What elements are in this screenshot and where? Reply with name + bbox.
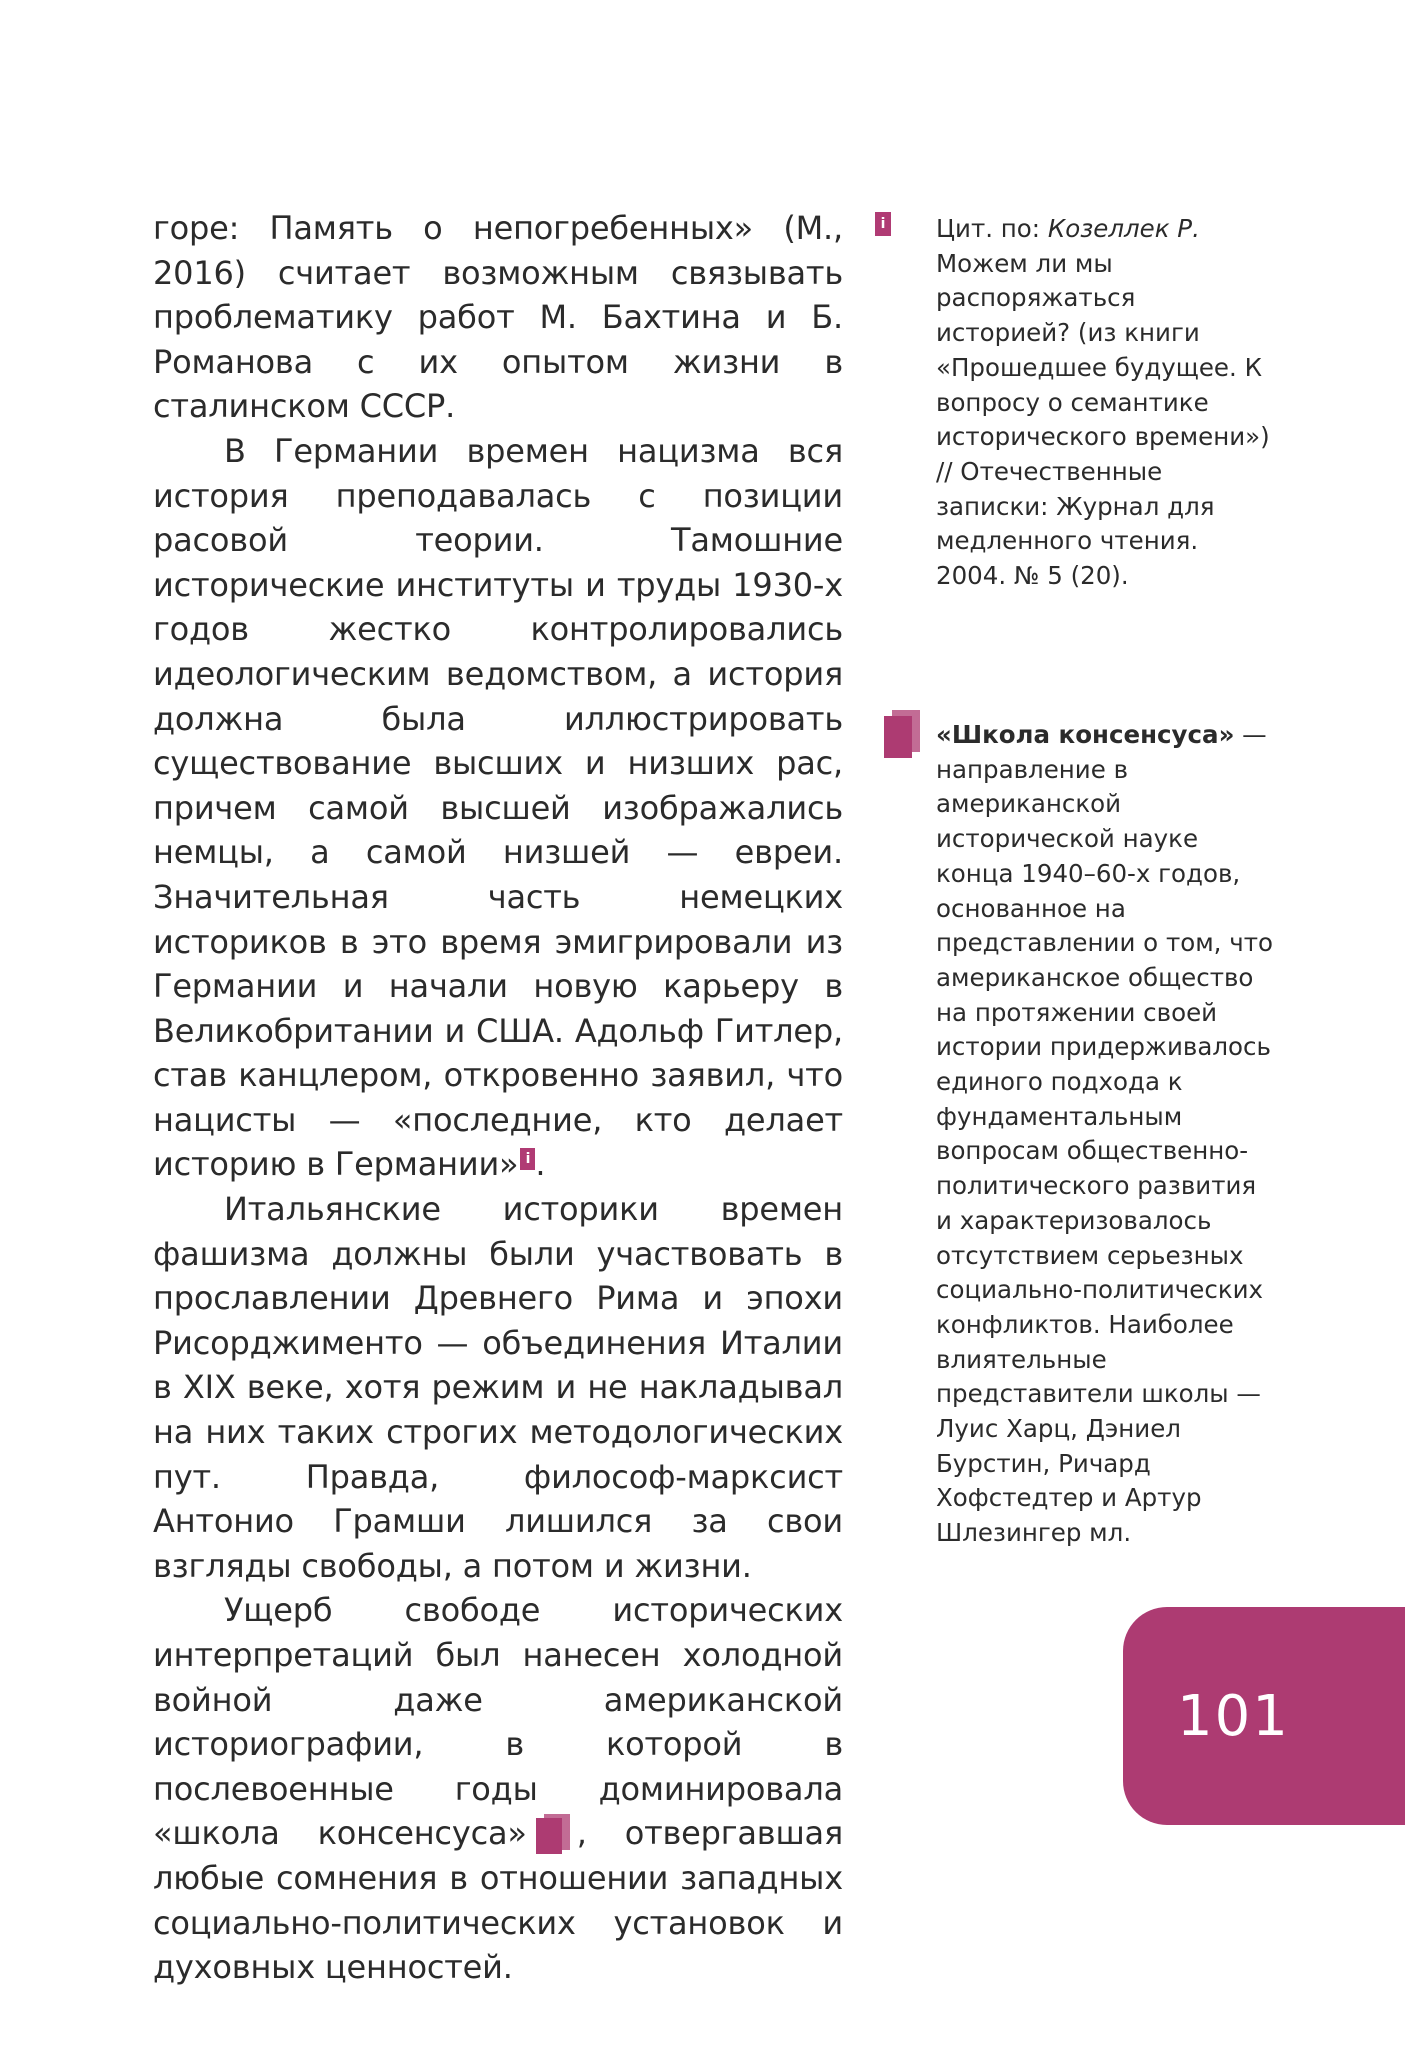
glossary-term: «Школа консенсуса» [936, 720, 1235, 749]
paragraph-2 [153, 429, 843, 1187]
info-icon[interactable]: i [520, 1148, 535, 1170]
paragraph-3: Итальянские историки времен фашизма должны были участвовать в прославлении Древнего Рима и эпохи Рисорджименто — объединения Италии в XIX веке, хотя режим и не накладывал на них таких строгих методологических пут. Правда, философ-марксист Антонио Грамши лишился за свои взгляды свободы, а потом и жизни. [153, 1190, 843, 1585]
citation-author: Козеллек Р. [1047, 214, 1200, 243]
glossary-text [936, 718, 1276, 1551]
sidenote-glossary [936, 718, 1276, 1551]
book-icon[interactable] [530, 1814, 574, 1854]
paragraph-4-text-end: , отвергавшая любые сомнения в отношении западных социально-политических установок и духовных ценностей. [153, 1814, 843, 1987]
citation-body: Можем ли мы распоряжаться историей? (из книги «Прошедшее будущее. К вопросу о семантике исторического времени») // Отечественные записки: Журнал для медленного чтения. 2004. № 5 (20). [936, 248, 1270, 591]
main-text-column [153, 206, 843, 1990]
glossary-definition: — направление в американской исторической науке конца 1940–60-х годов, основанное на представлении о том, что американское общество на протяжении своей истории придерживалось единого подхода к фундаментальным вопросам общественно-политического развития и характеризовалось отсутствием серьезных социально-политических конфликтов. Наиболее влиятельные представители школы — Луис Харц, Дэниел Бурстин, Ричард Хофстедтер и Артур Шлезингер мл. [936, 720, 1273, 1548]
page-number: 101 [1177, 1684, 1290, 1749]
paragraph-2-text: В Германии времен нацизма вся история преподавалась с позиции расовой теории. Тамошние исторические институты и труды 1930-х годов жестко контролировались идеологическим ведомством, а история должна была иллюстрировать существование высших и низших рас, причем самой высшей изображались немцы, а самой низшей — евреи. Значительная часть немецких историков в это время эмигрировали из Германии и начали новую карьеру в Великобритании и США. Адольф Гитлер, став канцлером, откровенно заявил, что нацисты — «последние, кто делает историю в Германии» [153, 431, 843, 1184]
citation-text [936, 212, 1276, 594]
paragraph-1: горе: Память о непогребенных» (М., 2016) считает возможным связывать проблематику работ М. Бахтина и Б. Романова с их опытом жизни в сталинском СССР. [153, 209, 843, 426]
sidenote-citation [936, 212, 1276, 594]
book-icon [880, 710, 924, 758]
paragraph-4 [153, 1588, 843, 1989]
paragraph-2-end: . [535, 1145, 546, 1184]
paragraph-4-text-start: Ущерб свободе исторических интерпретаций был нанесен холодной войной даже американской историографии, в которой в послевоенные годы доминировала «школа консенсуса» [153, 1591, 843, 1853]
citation-prefix: Цит. по: [936, 214, 1048, 243]
info-icon: i [875, 212, 891, 236]
